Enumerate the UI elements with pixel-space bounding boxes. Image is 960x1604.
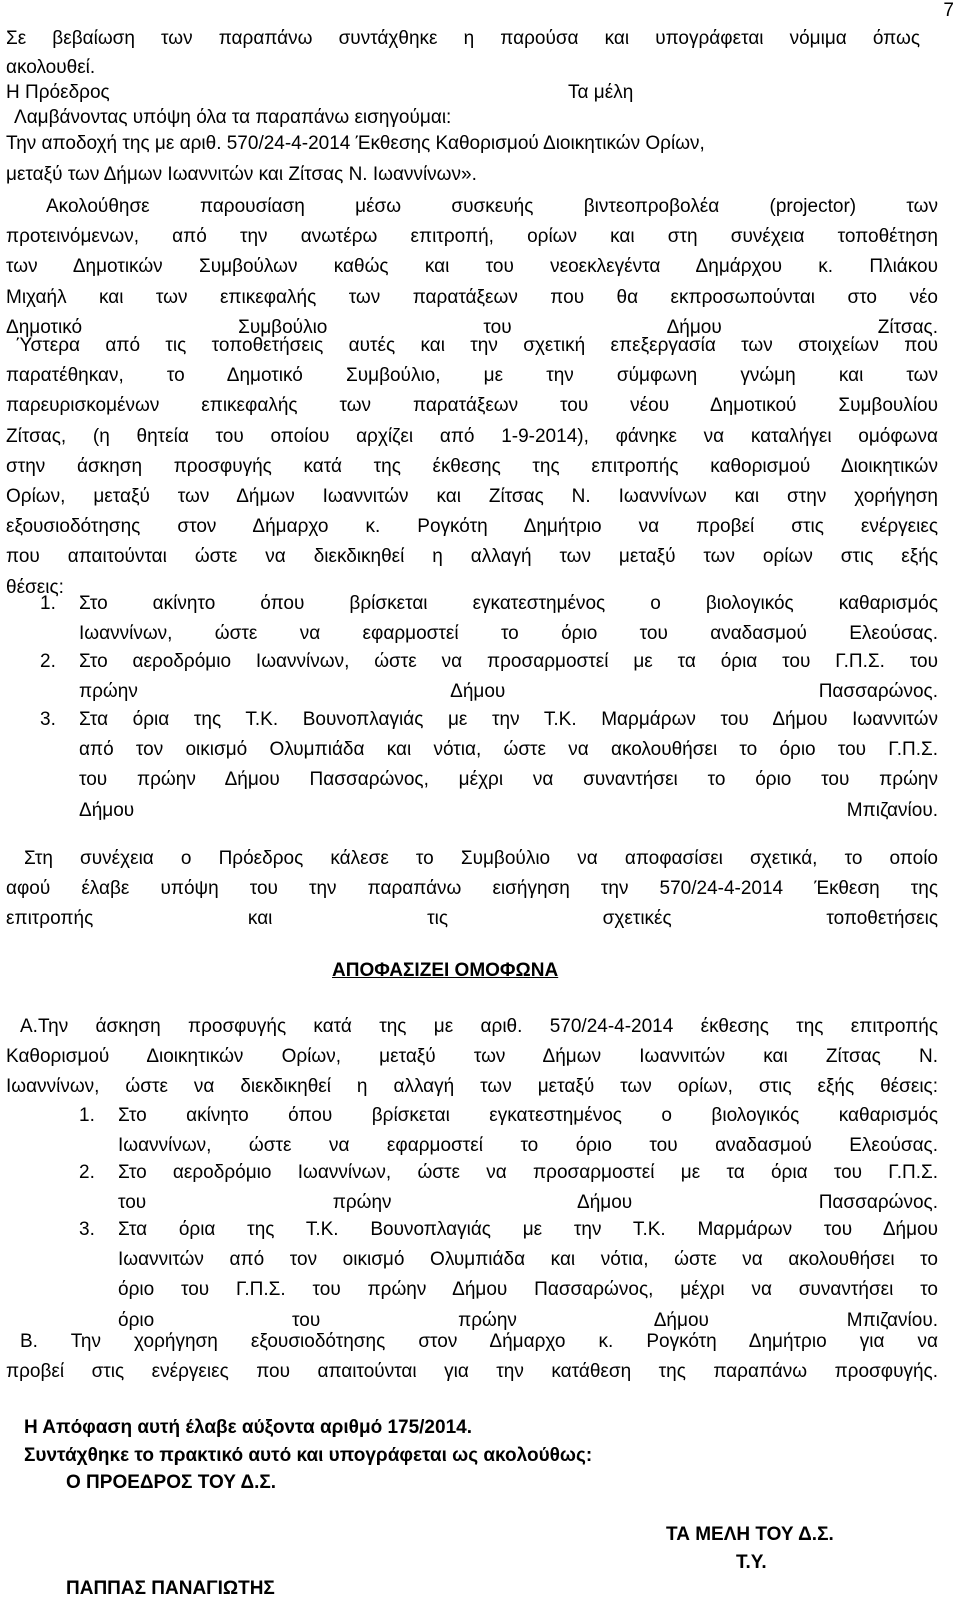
list-item-number: 2. bbox=[79, 1162, 95, 1183]
members-signature-note: Τ.Υ. bbox=[736, 1552, 767, 1573]
members-label: Τα μέλη bbox=[568, 82, 634, 103]
proposal-intro: Λαμβάνοντας υπόψη όλα τα παραπάνω εισηγούμαι: bbox=[14, 107, 452, 128]
decision-number: Η Απόφαση αυτή έλαβε αύξοντα αριθμό 175/2014. bbox=[24, 1417, 472, 1438]
decision-b-paragraph: Β. Την χορήγηση εξουσιοδότησης στον Δήμαρχο κ. Ρογκότη Δημήτριο για να προβεί στις ενέργειες που απαιτούνται για την κατάθεση της παραπάνω προσφυγής. bbox=[6, 1331, 938, 1383]
list-item: Στα όρια της Τ.Κ. Βουνοπλαγιάς με την Τ.Κ. Μαρμάρων του Δήμου Ιωαννιτών από τον οικισμό Ολυμπιάδα και νότια, ώστε να ακολουθήσει το όριο του Γ.Π.Σ. του πρώην Δήμου Πασσαρώνος, μέχρι να συναντήσει το όριο του πρώην Δήμου Μπιζανίου. bbox=[79, 709, 938, 821]
list-item: Στο αεροδρόμιο Ιωαννίνων, ώστε να προσαρμοστεί με τα όρια του Γ.Π.Σ. του πρώην Δήμου Πασσαρώνος. bbox=[118, 1162, 938, 1214]
list-item-number: 1. bbox=[40, 593, 56, 614]
proposal-line-1: Την αποδοχή της με αριθ. 570/24-4-2014 Έκθεσης Καθορισμού Διοικητικών Ορίων, bbox=[6, 133, 705, 154]
president-title: Ο ΠΡΟΕΔΡΟΣ ΤΟΥ Δ.Σ. bbox=[66, 1472, 277, 1493]
closing-statement-end: ακολουθεί. bbox=[6, 57, 96, 78]
president-label: Η Πρόεδρος bbox=[6, 82, 110, 103]
list-item: Στα όρια της Τ.Κ. Βουνοπλαγιάς με την Τ.Κ. Μαρμάρων του Δήμου Ιωαννιτών από τον οικισμό Ολυμπιάδα και νότια, ώστε να ακολουθήσει το όριο του Γ.Π.Σ. του πρώην Δήμου Πασσαρώνος, μέχρι να συναντήσει το όριο του πρώην Δήμου Μπιζανίου. bbox=[118, 1219, 938, 1331]
decision-a-paragraph: Α.Την άσκηση προσφυγής κατά της με αριθ. 570/24-4-2014 έκθεσης της επιτροπής Καθορισμού Διοικητικών Ορίων, μεταξύ των Δήμων Ιωαννιτών και Ζίτσας Ν. Ιωαννίνων, ώστε να διεκδικηθεί η αλλαγή των μεταξύ των ορίων, στις εξής θέσεις: bbox=[6, 1016, 938, 1098]
closing-statement: Σε βεβαίωση των παραπάνω συντάχθηκε η παρούσα και υπογράφεται νόμιμα όπως bbox=[6, 28, 920, 49]
list-item: Στο ακίνητο όπου βρίσκεται εγκατεστημένος ο βιολογικός καθαρισμός Ιωαννίνων, ώστε να εφαρμοστεί το όριο του αναδασμού Ελεούσας. bbox=[79, 593, 938, 645]
list-item-number: 2. bbox=[40, 651, 56, 672]
list-item-number: 3. bbox=[40, 709, 56, 730]
list-item-number: 3. bbox=[79, 1219, 95, 1240]
council-paragraph: Στη συνέχεια ο Πρόεδρος κάλεσε το Συμβούλιο να αποφασίσει σχετικά, το οποίο αφού έλαβε υπόψη του την παραπάνω εισήγηση την 570/24-4-2014 Έκθεση της επιτροπής και τις σχετικές τοποθετήσεις bbox=[6, 848, 938, 930]
presentation-paragraph: Ακολούθησε παρουσίαση μέσω συσκευής βιντεοπροβολέα (projector) των προτεινόμενων, από την ανωτέρω επιτροπή, ορίων και στη συνέχεια τοποθέτηση των Δημοτικών Συμβούλων καθώς και του νεοεκλεγέντα Δημάρχου κ. Πλιάκου Μιχαήλ και των επικεφαλής των παρατάξεων που θα εκπροσωπούνται στο νέο Δημοτικό Συμβούλιο του Δήμου Ζίτσας. bbox=[6, 196, 938, 338]
list-item: Στο ακίνητο όπου βρίσκεται εγκατεστημένος ο βιολογικός καθαρισμός Ιωαννίνων, ώστε να εφαρμοστεί το όριο του αναδασμού Ελεούσας. bbox=[118, 1105, 938, 1157]
signed-statement: Συντάχθηκε το πρακτικό αυτό και υπογράφεται ως ακολούθως: bbox=[24, 1445, 593, 1466]
list-item-number: 1. bbox=[79, 1105, 95, 1126]
proposal-line-2: μεταξύ των Δήμων Ιωαννιτών και Ζίτσας Ν. Ιωαννίνων». bbox=[6, 164, 477, 185]
deliberation-paragraph: Ύστερα από τις τοποθετήσεις αυτές και την σχετική επεξεργασία των στοιχείων που παρατέθηκαν, το Δημοτικό Συμβούλιο, με την σύμφωνη γνώμη και των παρευρισκομένων επικεφαλής των παρατάξεων του νέου Δημοτικού Συμβουλίου Ζίτσας, (η θητεία του οποίου αρχίζει από 1-9-2014), φάνηκε να καταλήγει ομόφωνα στην άσκηση προσφυγής κατά της έκθεσης της επιτροπής καθορισμού Διοικητικών Ορίων, μεταξύ των Δήμων Ιωαννιτών και Ζίτσας Ν. Ιωαννίνων και στην χορήγηση εξουσιοδότησης στον Δήμαρχο κ. Ρογκότη Δημήτριο να προβεί στις ενέργειες που απαιτούνται ώστε να διεκδικηθεί η αλλαγή των μεταξύ των ορίων στις εξής θέσεις: bbox=[6, 335, 938, 598]
list-item: Στο αεροδρόμιο Ιωαννίνων, ώστε να προσαρμοστεί με τα όρια του Γ.Π.Σ. του πρώην Δήμου Πασσαρώνος. bbox=[79, 651, 938, 703]
page-number: 7 bbox=[943, 0, 954, 21]
members-title: ΤΑ ΜΕΛΗ ΤΟΥ Δ.Σ. bbox=[666, 1524, 834, 1545]
decision-heading: ΑΠΟΦΑΣΙΖΕΙ ΟΜΟΦΩΝΑ bbox=[332, 960, 559, 981]
president-name: ΠΑΠΠΑΣ ΠΑΝΑΓΙΩΤΗΣ bbox=[66, 1578, 275, 1599]
